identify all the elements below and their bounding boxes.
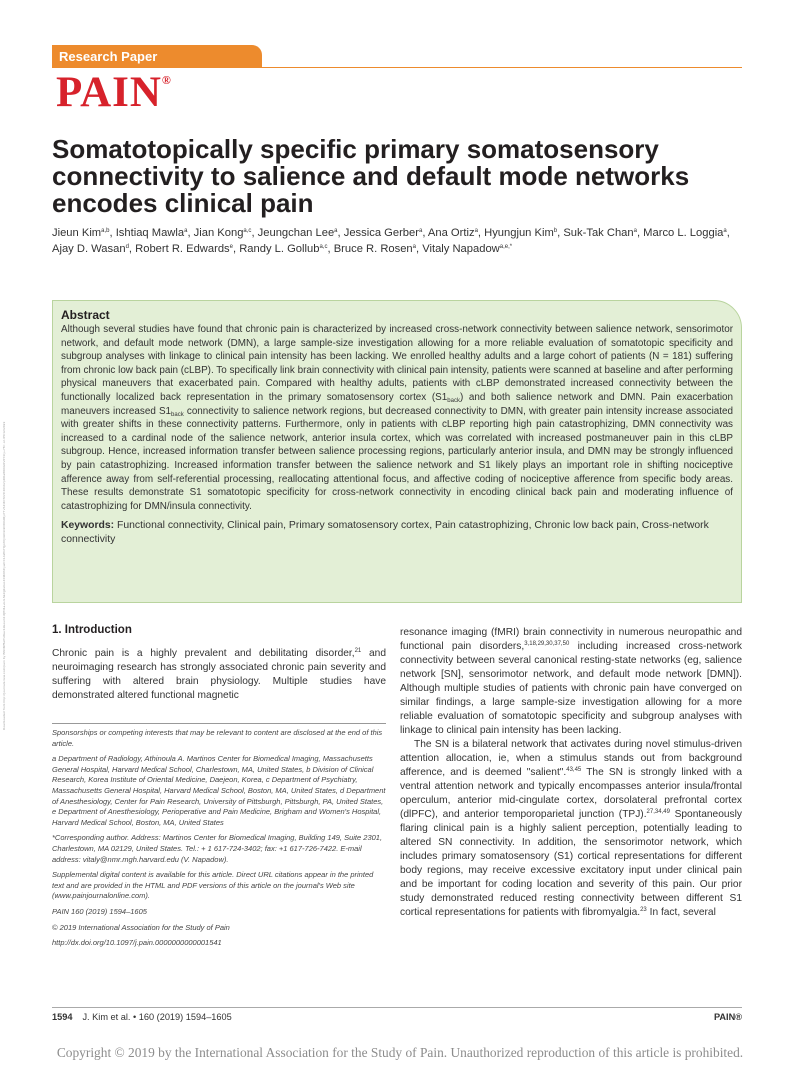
author-affiliation: a — [184, 228, 188, 234]
section-heading-introduction: 1. Introduction — [52, 624, 132, 636]
author-affiliation: b — [553, 228, 558, 234]
footnote-rule — [52, 723, 386, 724]
author-affiliation: a — [723, 228, 727, 234]
author-name: Jessica Gerber — [343, 227, 419, 239]
author-list: Jieun Kim$^{a,b}$, Ishtiaq Mawla$^a$, Jian Kong$^{a,c}$, Jeungchan Lee$^a$, Jessica Gerber$^a$, Ana Ortiz$^a$, Hyungjun Kim$^b$, Suk-Tak Chan$^a$, Marco L. Loggia$^a$, Ajay D. Wasan$^d$, Robert R. Edwards$^e$, Randy L. Gollub$^{a,c}$, Bruce R. Rosen$^a$, Vitaly Napadow$^{a,e,*}$ — [52, 227, 730, 255]
author-name: Vitaly Napadow — [422, 243, 500, 255]
intro-continued — [400, 626, 742, 920]
author-name: Suk-Tak Chan — [563, 227, 634, 239]
download-watermark: Downloaded from http://journals.lww.com/pain by BhDMf5ePHKav1zEoum1tQfN4a+kJLhEZgbsIHo4XMi0hCywCX1AWnYQp/IlQrHD3i3D0OdRyi7TvSFl4Cf3VC4/OAVpDDa8KKGKV0Ymy+78= on 05/12/2023 — [2, 421, 6, 730]
footnote-supplemental: Supplemental digital content is available for this article. Direct URL citations appear in the printed text and are provided in the HTML and PDF versions of this article on the journal's Web site (www.painjournalonline.com). — [52, 870, 374, 901]
abstract-heading: Abstract — [61, 308, 110, 322]
footnotes — [52, 728, 386, 949]
footnote-sponsorship: Sponsorships or competing interests that may be relevant to content are disclosed at the end of this article. — [52, 728, 383, 748]
author-affiliation: a — [633, 228, 637, 234]
page-footer — [52, 1012, 232, 1022]
running-citation: J. Kim et al. • 160 (2019) 1594–1605 — [82, 1012, 232, 1022]
intro-paragraph-1-cont: resonance imaging (fMRI) brain connectivity in numerous neuropathic and functional pain disorders,$^{3,18,29,30,37,50}$ including increased cross-network connectivity between several canonical resting-state networks (eg, salience network [SN], sensorimotor network, and default mode network [DMN]). Although multiple studies of patients with chronic pain have converged on similar findings, a large sample-size investigation allowing for a more reliable evaluation of somatotopic specificity and subgroup analyses with linkage to clinical pain intensity has been lacking. — [400, 627, 743, 736]
author-affiliation: a,c — [243, 228, 252, 234]
header-rule — [52, 67, 742, 68]
abstract-box — [52, 300, 742, 603]
author-name: Jieun Kim — [52, 227, 102, 239]
footnote-citation: PAIN 160 (2019) 1594–1605 — [52, 906, 147, 916]
author-name: Robert R. Edwards — [135, 243, 230, 255]
author-affiliation: d — [125, 244, 129, 250]
author-affiliation: a — [418, 228, 423, 234]
author-affiliation: a,e,* — [499, 244, 513, 250]
journal-logo: PAIN® — [56, 69, 172, 116]
intro-paragraph-2: The SN is a bilateral network that activates during novel stimulus-driven attention allocation, ie, when a stimulus stands out from background afference, and is deemed "salient".$^{43,45}$ The SN is strongly linked with a ventral attention network and typically encompasses anterior insula/frontal operculum, anterior mid-cingulate cortex, dorsolateral prefrontal cortex (dlPFC), and anterior temporoparietal junction (TPJ).$^{27,34,49}$ Spontaneously flaring clinical pain is a highly salient perception, potentially leading to altered SN connectivity. In addition, the sensorimotor network, which includes primary somatosensory (S1) cortical representations for different body regions, may receive excessive excitatory input under clinical pain and be important for coding location and severity of this pain. Our prior study demonstrated reduced resting connectivity between different S1 cortical representations for patients with fibromyalgia.$^{23}$ In fact, several — [400, 739, 742, 918]
footnote-corresponding: *Corresponding author. Address: Martinos Center for Biomedical Imaging, Building 149, Suite 2301, Charlestown, MA 02129, United States. Tel.: + 1 617-724-3402; fax: +1 617-726-7422. E-mail address: vitaly@nmr.mgh.harvard.edu (V. Napadow). — [52, 833, 383, 864]
right-column — [400, 626, 742, 920]
article-title: Somatotopically specific primary somatosensory connectivity to salience and default mode networks encodes clinical pain — [52, 134, 690, 218]
intro-paragraph-1: Chronic pain is a highly prevalent and debilitating disorder,$^{21}$ and neuroimaging research has strongly associated chronic pain severity and suffering with altered brain physiology. Multiple studies have demonstrated altered functional magnetic — [52, 648, 386, 701]
author-name: Ana Ortiz — [427, 227, 475, 239]
author-name: Randy L. Gollub — [239, 243, 320, 255]
author-affiliation: a — [412, 244, 416, 250]
author-affiliation: a — [334, 228, 338, 234]
left-column — [52, 623, 386, 949]
keywords: Keywords: Functional connectivity, Clinical pain, Primary somatosensory cortex, Pain catastrophizing, Chronic low back pain, Cross-network connectivity — [61, 520, 709, 546]
copyright-notice: Copyright © 2019 by the International Association for the Study of Pain. Unauthorized reproduction of this article is prohibited. — [56, 1045, 744, 1060]
author-affiliation: a,c — [319, 244, 328, 250]
abstract-text: Although several studies have found that chronic pain is characterized by increased cross-network connectivity between salience network, sensorimotor network, and default mode network (DMN), a large sample-size investigation allowing for a more reliable evaluation of somatotopic specificity and subgroup analyses with linkage to clinical pain intensity has been lacking. We enrolled healthy adults and a large cohort of patients (N = 181) suffering from chronic low back pain (cLBP). To specifically link brain connectivity with clinical pain intensity, patients were scanned at baseline and after performing physical maneuvers that exacerbated pain. Compared with healthy adults, patients with cLBP demonstrated increased connectivity between the functionally localized back representation in the primary somatosensory cortex $(S1_{back})$ and both salience network and DMN. Pain exacerbation maneuvers increased $S1_{back}$ connectivity to salience network regions, but decreased connectivity to DMN, with greater pain intensity increase associated with greater shifts in these connectivity patterns. Furthermore, only in patients with cLBP reporting high pain catastrophizing, DMN connectivity was increased to a cardinal node of the salience network, anterior insula cortex, which was correlated with increased postmaneuver pain in this cLBP subgroup. Hence, increased information transfer between salience processing regions, particularly anterior insula, and DMN may be strongly influenced by pain catastrophizing. Increased information transfer between the salience network and S1 likely plays an important role in shifting nociceptive afference away from self-referential processing, reallocating attentional focus, and affective coding of nociceptive afference from specific body areas. These results demonstrate S1 somatotopic specificity for cross-network connectivity in encoding clinical back pain and moderating influence of catastrophizing for DMN/insula connectivity. — [61, 324, 734, 512]
footnote-copyright: © 2019 International Association for the Study of Pain — [52, 922, 230, 932]
author-name: Marco L. Loggia — [643, 227, 724, 239]
footer-rule — [52, 1007, 742, 1008]
author-name: Jian Kong — [193, 227, 244, 239]
footnote-affiliations: a Department of Radiology, Athinoula A. Martinos Center for Biomedical Imaging, Massachusetts General Hospital, Harvard Medical School, Charlestown, MA, United States, b Division of Clinical Research, Korea Institute of Oriental Medicine, Daejeon, Korea, c Department of Psychiatry, Massachusetts General Hospital, Harvard Medical School, Boston, MA, United States, d Department of Anesthesiology, Center for Pain Research, University of Pittsburgh, Pittsburgh, PA, United States, e Department of Anesthesiology, Perioperative and Pain Medicine, Brigham and Women's Hospital, Harvard Medical School, Boston, MA, United States — [52, 754, 386, 827]
author-affiliation: e — [229, 244, 233, 250]
page-number: 1594 — [52, 1012, 73, 1022]
keywords-label: Keywords: — [61, 520, 115, 532]
author-name: Ajay D. Wasan — [52, 243, 126, 255]
footer-journal: PAIN® — [713, 1012, 742, 1022]
author-affiliation: a — [474, 228, 478, 234]
author-name: Ishtiaq Mawla — [115, 227, 185, 239]
footnote-doi[interactable]: http://dx.doi.org/10.1097/j.pain.0000000000001541 — [52, 938, 222, 948]
author-name: Hyungjun Kim — [484, 227, 554, 239]
article-type-badge: Research Paper — [52, 45, 262, 67]
author-name: Jeungchan Lee — [257, 227, 335, 239]
author-affiliation: a,b — [101, 228, 110, 234]
author-name: Bruce R. Rosen — [333, 243, 413, 255]
